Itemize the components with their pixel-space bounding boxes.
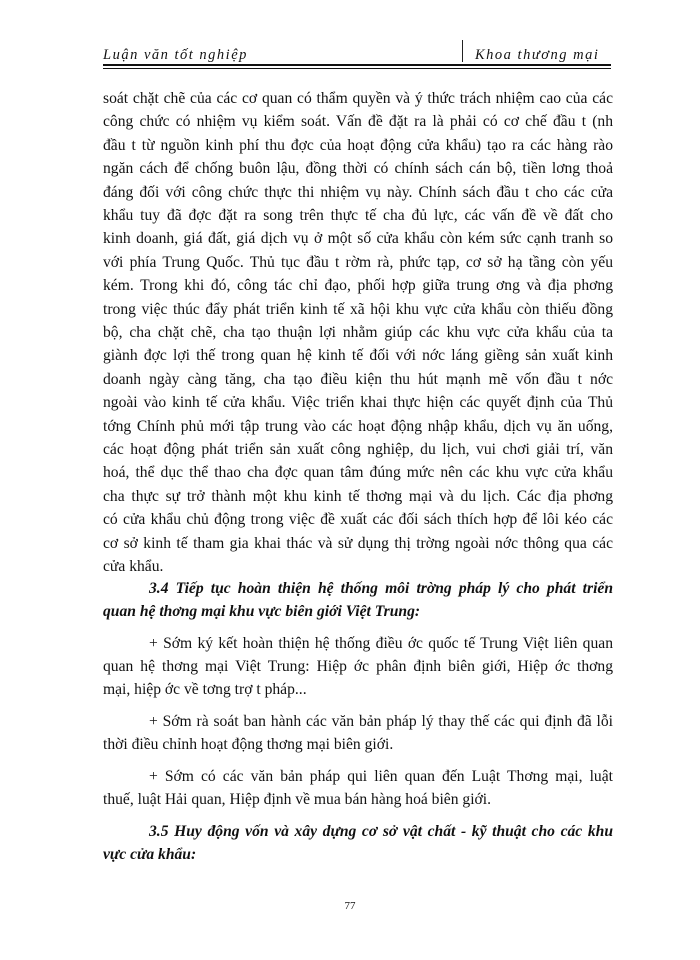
text-line: quan hệ thơng mại Việt Trung: Hiệp ớc phân định biên giới, Hiệp ớc thơng bbox=[103, 658, 613, 675]
header-rule-thick bbox=[103, 64, 611, 66]
text-line: soát chặt chẽ của các cơ quan có thẩm quyền và ý thức trách nhiệm cao của các bbox=[103, 90, 613, 107]
page-header bbox=[103, 38, 611, 68]
text-line: cơ sở kinh tế tham gia khai thác và sử dụng thị trờng ngoài nớc thông qua các bbox=[103, 534, 613, 552]
text-line: thuế, luật Hải quan, Hiệp định về mua bán hàng hoá biên giới. bbox=[103, 791, 492, 808]
text-line: ngăn cách để chống buôn lậu, đồng thời có chính sách cán bộ, tiền lơng thoả bbox=[103, 160, 613, 178]
text-line: + Sớm có các văn bản pháp qui liên quan đến Luật Thơng mại, luật bbox=[149, 768, 613, 785]
text-line: cha thực sự trở thành một khu kinh tế thơng mại và du lịch. Các địa phơng bbox=[103, 487, 613, 505]
section-heading-3-5: 3.5 Huy động vốn và xây dựng cơ sở vật chất - kỹ thuật cho các khu bbox=[149, 823, 613, 840]
text-line: công chức có nhiệm vụ kiểm soát. Vấn đề đặt ra là phải có cơ chế đầu t (nh bbox=[103, 113, 613, 131]
text-line: các hoạt động phát triển sản xuất công nghiệp, du lịch, vui chơi giải trí, văn bbox=[103, 441, 613, 458]
text-line: hoá, thể dục thể thao cha đợc quan tâm đúng mức nên các khu vực cửa khẩu bbox=[103, 464, 613, 482]
text-line: giành đợc lợi thế trong quan hệ kinh tế đối với nớc láng giềng sản xuất kinh bbox=[103, 347, 613, 365]
header-thesis-title: Luận văn tốt nghiệp bbox=[103, 47, 248, 63]
text-line: có cửa khẩu chủ động trong việc đề xuất các đối sách thích hợp để lôi kéo các bbox=[103, 511, 613, 529]
text-line: doanh ngày càng tăng, cha tạo điều kiện thu hút mạnh mẽ vốn đầu t nớc bbox=[103, 370, 613, 388]
section-heading-3-4: 3.4 Tiếp tục hoàn thiện hệ thống môi trờng pháp lý cho phát triển bbox=[149, 580, 613, 597]
text-line: với phía Trung Quốc. Thủ tục đầu t rờm rà, phức tạp, cơ sở hạ tầng còn yếu bbox=[103, 253, 613, 271]
section-heading-3-5-cont: vực cửa khẩu: bbox=[103, 846, 197, 863]
text-line: thời điều chỉnh hoạt động thơng mại biên giới. bbox=[103, 736, 394, 753]
text-line: khẩu tuy đã đợc đặt ra song trên thực tế cha đủ lực, các vấn đề về đất cho bbox=[103, 207, 613, 224]
page-number: 77 bbox=[344, 900, 356, 912]
text-line: đầu t từ nguồn kinh phí thu đợc của hoạt động cửa khẩu) tạo ra các hàng rào bbox=[103, 136, 613, 154]
text-line: + Sớm rà soát ban hành các văn bản pháp lý thay thế các qui định đã lỗi bbox=[149, 713, 613, 730]
header-rule-thin bbox=[103, 68, 611, 69]
text-line: cửa khẩu. bbox=[103, 558, 164, 575]
text-line: ngoài vào kinh tế cửa khẩu. Việc triển khai thực hiện các quyết định của Thủ bbox=[103, 394, 613, 412]
text-line: tớng Chính phủ mới tập trung vào các hoạt động nhập khẩu, dịch vụ ăn uống, bbox=[103, 417, 613, 435]
text-line: kinh doanh, giá đất, giá dịch vụ ở một số cửa khẩu còn kém sức cạnh tranh so bbox=[103, 230, 613, 248]
text-line: bộ, cha chặt chẽ, cha tạo thuận lợi nhằm giúp các khu vực cửa khẩu của ta bbox=[103, 324, 613, 341]
text-line: mại, hiệp ớc về tơng trợ t pháp... bbox=[103, 681, 307, 698]
header-faculty: Khoa thương mại bbox=[475, 47, 600, 63]
header-divider bbox=[462, 40, 463, 62]
text-line: + Sớm ký kết hoàn thiện hệ thống điều ớc quốc tế Trung Việt liên quan bbox=[149, 635, 613, 652]
text-line: đáng đối với công chức thực thi nhiệm vụ này. Chính sách đầu t cho các cửa bbox=[103, 183, 613, 201]
section-heading-3-4-cont: quan hệ thơng mại khu vực biên giới Việt Trung: bbox=[103, 603, 421, 620]
text-line: trong việc thúc đẩy phát triển kinh tế xã hội khu vực cửa khẩu còn thiếu đồng bbox=[103, 300, 613, 318]
text-line: kém. Trong khi đó, công tác chỉ đạo, phối hợp giữa trung ơng và địa phơng bbox=[103, 277, 613, 295]
